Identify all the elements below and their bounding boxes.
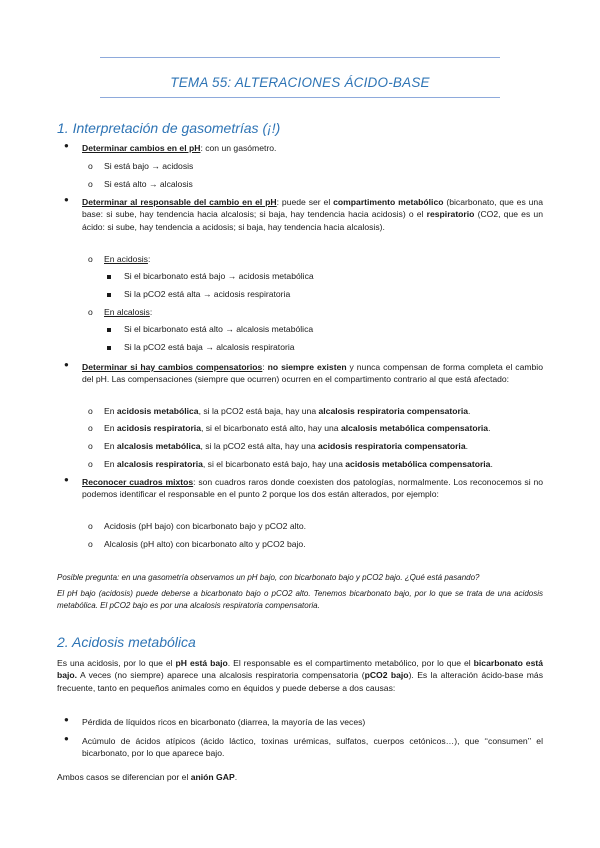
square-bullet [107, 275, 111, 279]
section-2-closing: Ambos casos se diferencian por el anión GAP. [57, 772, 238, 782]
section-1-heading: 1. Interpretación de gasometrías (¡!) [57, 120, 281, 136]
possible-question: Posible pregunta: en una gasometría observamos un pH bajo, con bicarbonato bajo y pCO2 bajo. ¿Qué está pasando? [57, 573, 480, 582]
bullet-1-sub-2: Si está alto → alcalosis [104, 179, 193, 189]
section-2-paragraph: Es una acidosis, por lo que el pH está bajo. El responsable es el compartimento metabólico, por lo que el bicarbonato está bajo. A veces (no siempre) aparece una alcalosis respiratoria compensatoria (pCO2 bajo). Es la alteración ácido-base más frecuente, tanto en pequeños animales como en équidos y puede deberse a dos causas: [57, 658, 543, 693]
compensation-item-4: En alcalosis respiratoria, si el bicarbonato está bajo, hay una acidosis metabólica compensatoria. [104, 459, 493, 469]
compensation-item-3: En alcalosis metabólica, si la pCO2 está alta, hay una acidosis respiratoria compensatoria. [104, 441, 468, 451]
bullet-dot: ● [64, 195, 69, 204]
sub-bullet-marker: o [88, 521, 93, 531]
question-answer: El pH bajo (acidosis) puede deberse a bicarbonato bajo o pCO2 alto. Tenemos bicarbonato bajo, por lo que se trata de una acidosis metabólica. El pCO2 bajo es por una alcalosis respiratoria compensatoria. [57, 589, 543, 610]
alkalosis-item-2: Si la pCO2 está baja → alcalosis respiratoria [124, 342, 295, 352]
square-bullet [107, 328, 111, 332]
section-2-heading: 2. Acidosis metabólica [57, 634, 196, 650]
cause-1: Pérdida de líquidos ricos en bicarbonato (diarrea, la mayoría de las veces) [82, 717, 366, 727]
compensation-item-2: En acidosis respiratoria, si el bicarbonato está alto, hay una alcalosis metabólica compensatoria. [104, 423, 491, 433]
mixed-example-1: Acidosis (pH bajo) con bicarbonato bajo y pCO2 alto. [104, 521, 307, 531]
sub-bullet-marker: o [88, 179, 93, 189]
mixed-example-2: Alcalosis (pH alto) con bicarbonato alto y pCO2 bajo. [104, 539, 306, 549]
bullet-dot: ● [64, 141, 69, 150]
cause-2: Acúmulo de ácidos atípicos (ácido láctico, toxinas urémicas, sulfatos, cuerpos cetónicos…), que ‘‘consumen’’ el bicarbonato, por lo que aparece bajo. [82, 736, 543, 759]
sub-bullet-marker: o [88, 441, 93, 451]
title-bottom-rule [100, 97, 500, 98]
bullet-3-text: Determinar si hay cambios compensatorios: no siempre existen y nunca compensan de forma completa el cambio del pH. Las compensaciones (siempre que ocurren) ocurren en el compartimento contrario al que está afectado: [82, 362, 543, 385]
bullet-dot: ● [64, 715, 69, 724]
bullet-4-text: Reconocer cuadros mixtos: son cuadros raros donde coexisten dos patologías, normalmente. Los reconocemos si no podemos identificar el responsable en el punto 2 porque los dos están alterados, por ejemplo: [82, 477, 543, 500]
sub-bullet-marker: o [88, 539, 93, 549]
alkalosis-label: En alcalosis: [104, 307, 153, 317]
acidosis-item-1: Si el bicarbonato está bajo → acidosis metabólica [124, 271, 314, 281]
sub-bullet-marker: o [88, 161, 93, 171]
bullet-1-sub-1: Si está bajo → acidosis [104, 161, 194, 171]
page-title: TEMA 55: ALTERACIONES ÁCIDO-BASE [170, 75, 430, 90]
acidosis-label: En acidosis: [104, 254, 151, 264]
acidosis-item-2: Si la pCO2 está alta → acidosis respiratoria [124, 289, 291, 299]
square-bullet [107, 293, 111, 297]
sub-bullet-marker: o [88, 307, 93, 317]
sub-bullet-marker: o [88, 406, 93, 416]
sub-bullet-marker: o [88, 423, 93, 433]
bullet-dot: ● [64, 475, 69, 484]
compensation-item-1: En acidosis metabólica, si la pCO2 está baja, hay una alcalosis respiratoria compensatoria. [104, 406, 471, 416]
bullet-2-text: Determinar al responsable del cambio en el pH: puede ser el compartimento metabólico (bicarbonato, que es una base: si sube, hay tendencia hacia alcalosis; si baja, hay tendencia hacia acidosis) o el respiratorio (CO2, que es un ácido: si sube, hay tendencia a acidosis; si baja, hay tendencia hacia alcalosis). [82, 197, 543, 232]
square-bullet [107, 346, 111, 350]
sub-bullet-marker: o [88, 254, 93, 264]
title-top-rule [100, 57, 500, 58]
alkalosis-item-1: Si el bicarbonato está alto → alcalosis metabólica [124, 324, 314, 334]
bullet-1-text: Determinar cambios en el pH: con un gasómetro. [82, 143, 277, 153]
sub-bullet-marker: o [88, 459, 93, 469]
bullet-dot: ● [64, 734, 69, 743]
bullet-dot: ● [64, 360, 69, 369]
